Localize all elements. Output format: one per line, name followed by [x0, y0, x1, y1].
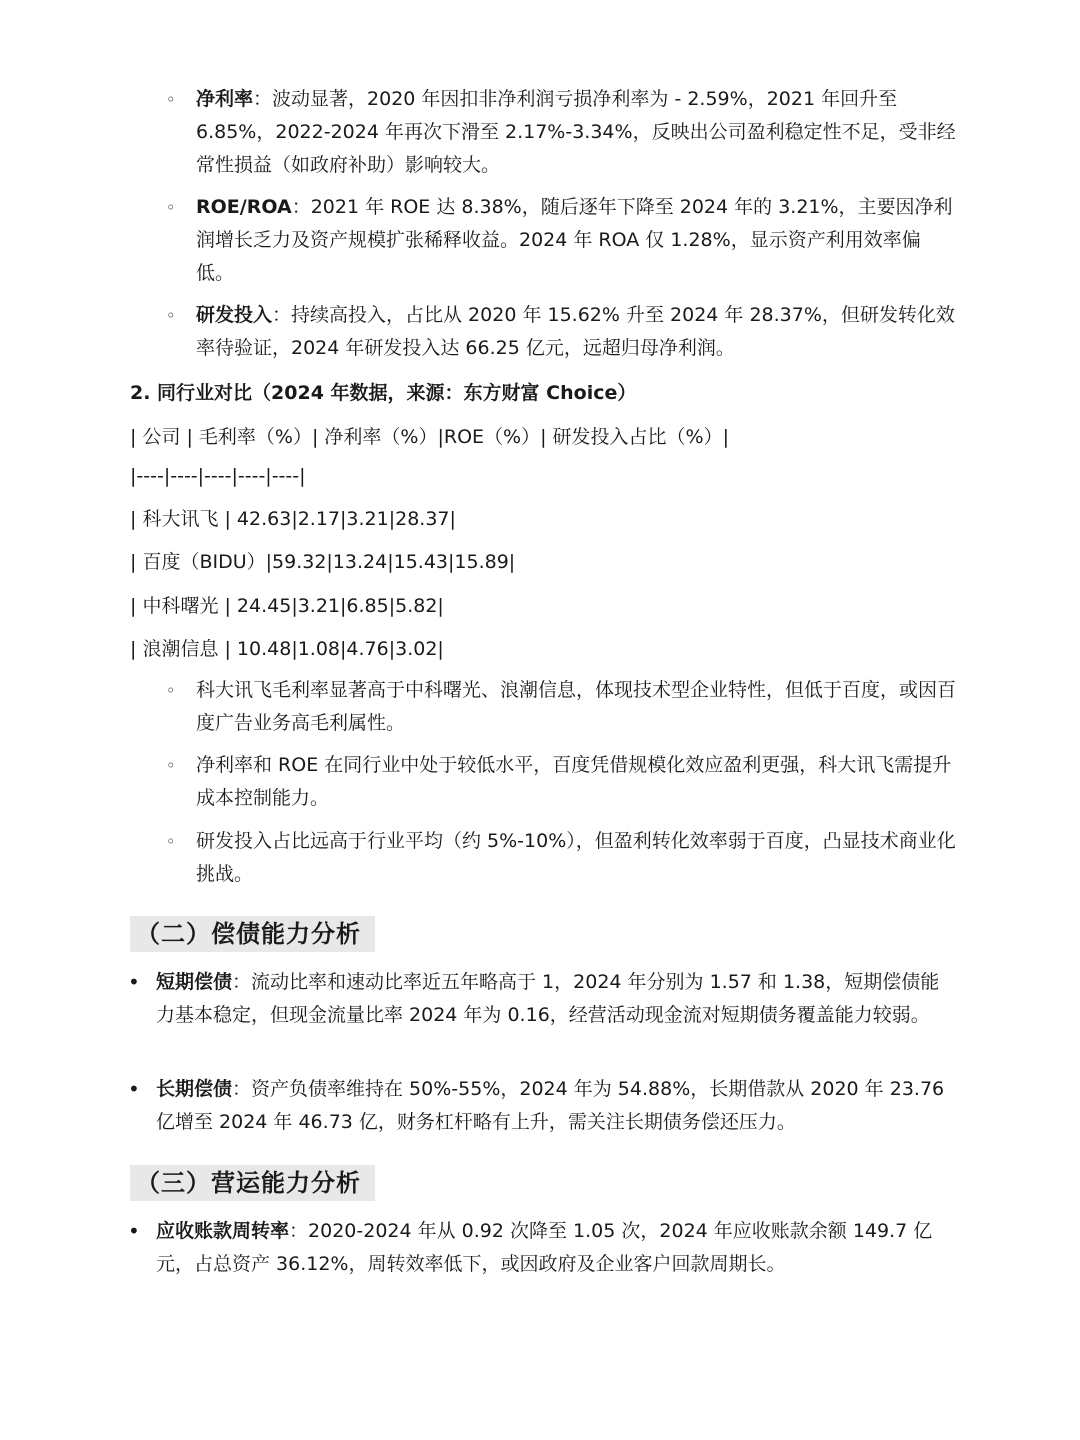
table-separator-line: |----|----|----|----|----|	[130, 465, 306, 487]
item-label: ROE/ROA	[196, 196, 292, 218]
item-text: 研发投入占比远高于行业平均（约 5%-10%），但盈利转化效率弱于百度，凸显技术商业化挑战。	[196, 830, 956, 885]
item-label: 净利率	[196, 88, 254, 110]
list-item	[166, 83, 956, 182]
item-text: 科大讯飞毛利率显著高于中科曙光、浪潮信息，体现技术型企业特性，但低于百度，或因百度广告业务高毛利属性。	[196, 679, 957, 734]
hollow-bullet-icon: ◦	[166, 198, 176, 217]
bullet-icon: •	[128, 970, 140, 994]
table-row: | 科大讯飞 | 42.63|2.17|3.21|28.37|	[130, 508, 456, 530]
item-text: ：2020-2024 年从 0.92 次降至 1.05 次，2024 年应收账款余额 149.7 亿元，占总资产 36.12%，周转效率低下，或因政府及企业客户回款周期长。	[156, 1220, 933, 1275]
list-item	[128, 1073, 948, 1139]
item-label: 研发投入	[196, 304, 273, 326]
list-item	[166, 749, 956, 815]
item-text: ：波动显著，2020 年因扣非净利润亏损净利率为 - 2.59%，2021 年回升至 6.85%，2022-2024 年再次下滑至 2.17%-3.34%，反映出公司盈利稳定性不足，受非经常性损益（如政府补助）影响较大。	[196, 88, 956, 176]
hollow-bullet-icon: ◦	[166, 90, 176, 109]
item-label: 应收账款周转率	[156, 1220, 290, 1242]
list-item	[128, 1215, 948, 1281]
section-heading-solvency: （二）偿债能力分析	[130, 916, 375, 952]
item-text: ：流动比率和速动比率近五年略高于 1，2024 年分别为 1.57 和 1.38，短期偿债能力基本稳定，但现金流量比率 2024 年为 0.16，经营活动现金流对短期债务覆盖能力较弱。	[156, 971, 940, 1026]
bullet-icon: •	[128, 1077, 140, 1101]
item-text: ：资产负债率维持在 50%-55%，2024 年为 54.88%，长期借款从 2020 年 23.76 亿增至 2024 年 46.73 亿，财务杠杆略有上升，需关注长期债务偿还压力。	[156, 1078, 945, 1133]
list-item	[166, 674, 956, 740]
item-label: 短期偿债	[156, 971, 233, 993]
item-text: ：持续高投入，占比从 2020 年 15.62% 升至 2024 年 28.37%，但研发转化效率待验证，2024 年研发投入达 66.25 亿元，远超归母净利润。	[196, 304, 955, 359]
hollow-bullet-icon: ◦	[166, 681, 176, 700]
list-item	[166, 191, 956, 290]
item-text: 净利率和 ROE 在同行业中处于较低水平，百度凭借规模化效应盈利更强，科大讯飞需提升成本控制能力。	[196, 754, 952, 809]
table-row: | 浪潮信息 | 10.48|1.08|4.76|3.02|	[130, 638, 444, 660]
list-item	[166, 299, 956, 365]
hollow-bullet-icon: ◦	[166, 306, 176, 325]
list-item	[166, 825, 956, 891]
item-text: ：2021 年 ROE 达 8.38%，随后逐年下降至 2024 年的 3.21%，主要因净利润增长乏力及资产规模扩张稀释收益。2024 年 ROA 仅 1.28%，显示资产利用效率偏低。	[196, 196, 953, 284]
hollow-bullet-icon: ◦	[166, 756, 176, 775]
item-label: 长期偿债	[156, 1078, 233, 1100]
peer-comparison-heading: 2. 同行业对比（2024 年数据，来源：东方财富 Choice）	[130, 382, 637, 404]
table-row: | 中科曙光 | 24.45|3.21|6.85|5.82|	[130, 595, 444, 617]
bullet-icon: •	[128, 1219, 140, 1243]
hollow-bullet-icon: ◦	[166, 832, 176, 851]
table-row: | 百度（BIDU）|59.32|13.24|15.43|15.89|	[130, 551, 516, 573]
table-header-line: | 公司 | 毛利率（%）| 净利率（%）|ROE（%）| 研发投入占比（%）|	[130, 426, 729, 448]
section-heading-operations: （三）营运能力分析	[130, 1165, 375, 1201]
list-item	[128, 966, 948, 1032]
